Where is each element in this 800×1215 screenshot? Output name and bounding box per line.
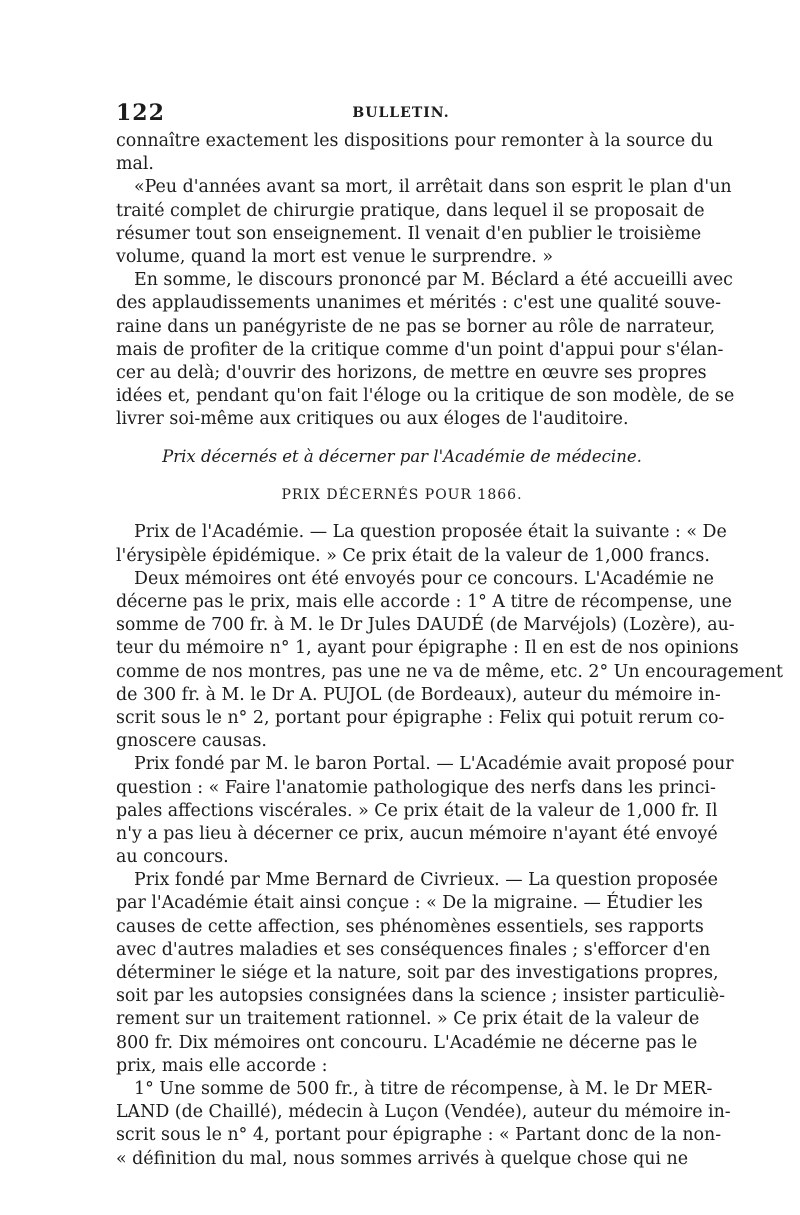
spacer xyxy=(116,469,688,483)
text-line: 800 fr. Dix mémoires ont concouru. L'Académie ne décerne pas le xyxy=(116,1032,698,1053)
text-line: n'y a pas lieu à décerner ce prix, aucun mémoire n'ayant été envoyé xyxy=(116,823,718,844)
text-line: de 300 fr. à M. le Dr A. PUJOL (de Bordeaux), auteur du mémoire in- xyxy=(116,684,721,705)
text-line: avec d'autres maladies et ses conséquences finales ; s'efforcer d'en xyxy=(116,939,711,960)
text-line: Prix de l'Académie. — La question proposée était la suivante : « De xyxy=(134,522,727,543)
text-line: pales affections viscérales. » Ce prix était de la valeur de 1,000 fr. Il xyxy=(116,800,718,821)
text-line: Deux mémoires ont été envoyés pour ce concours. L'Académie ne xyxy=(134,568,714,589)
text-line: LAND (de Chaillé), médecin à Luçon (Vendée), auteur du mémoire in- xyxy=(116,1102,731,1123)
text-line: rement sur un traitement rationnel. » Ce prix était de la valeur de xyxy=(116,1009,700,1030)
text-line: des applaudissements unanimes et mérités : c'est une qualité souve- xyxy=(116,293,721,314)
text-line: traité complet de chirurgie pratique, dans lequel il se proposait de xyxy=(116,200,705,221)
text-line: gnoscere causas. xyxy=(116,731,267,752)
text-line: Prix fondé par M. le baron Portal. — L'Académie avait proposé pour xyxy=(134,754,734,775)
text-line: somme de 700 fr. à M. le Dr Jules DAUDÉ (de Marvéjols) (Lozère), au- xyxy=(116,615,735,636)
text-line: En somme, le discours prononcé par M. Béclard a été accueilli avec xyxy=(134,270,733,291)
text-line: soit par les autopsies consignées dans la science ; insister particuliè- xyxy=(116,986,725,1007)
text-line: prix, mais elle accorde : xyxy=(116,1055,328,1076)
text-line: teur du mémoire n° 1, ayant pour épigraphe : Il en est de nos opinions xyxy=(116,638,739,659)
text-line: «Peu d'années avant sa mort, il arrêtait dans son esprit le plan d'un xyxy=(134,177,732,198)
text-line: au concours. xyxy=(116,847,229,868)
text-line: l'érysipèle épidémique. » Ce prix était de la valeur de 1,000 francs. xyxy=(116,545,710,566)
text-line: causes de cette affection, ses phénomènes essentiels, ses rapports xyxy=(116,916,704,937)
subsection-title: PRIX DÉCERNÉS POUR 1866. xyxy=(281,487,523,504)
text-line: par l'Académie était ainsi conçue : « De la migraine. — Étudier les xyxy=(116,893,703,914)
text-line: scrit sous le n° 2, portant pour épigraphe : Felix qui potuit rerum co- xyxy=(116,707,725,728)
text-line: « définition du mal, nous sommes arrivés à quelque chose qui ne xyxy=(116,1148,688,1169)
page-body xyxy=(116,130,784,1171)
section-title: Prix décernés et à décerner par l'Académie de médecine. xyxy=(162,447,642,467)
running-head: BULLETIN. xyxy=(352,105,450,121)
text-line: volume, quand la mort est venue le surprendre. » xyxy=(116,246,553,267)
text-line: déterminer le siége et la nature, soit par des investigations propres, xyxy=(116,963,719,983)
text-line: décerne pas le prix, mais elle accorde : 1° A titre de récompense, une xyxy=(116,592,732,612)
text-line: comme de nos montres, pas une ne va de même, etc. 2° Un encouragement xyxy=(116,661,784,682)
text-line: livrer soi-même aux critiques ou aux éloges de l'auditoire. xyxy=(116,409,629,430)
spacer xyxy=(116,431,688,445)
text-line: résumer tout son enseignement. Il venait d'en publier le troisième xyxy=(116,223,702,244)
text-line: raine dans un panégyriste de ne pas se borner au rôle de narrateur, xyxy=(116,316,716,337)
text-line: Prix fondé par Mme Bernard de Civrieux. — La question proposée xyxy=(134,870,718,891)
page-number: 122 xyxy=(116,100,165,126)
text-line: 1° Une somme de 500 fr., à titre de récompense, à M. le Dr MER- xyxy=(134,1078,713,1099)
text-line: scrit sous le n° 4, portant pour épigraphe : « Partant donc de la non- xyxy=(116,1125,722,1146)
spacer xyxy=(116,507,688,521)
text-line: mal. xyxy=(116,154,154,175)
text-line: cer au delà; d'ouvrir des horizons, de mettre en œuvre ses propres xyxy=(116,362,707,383)
text-line: mais de profiter de la critique comme d'un point d'appui pour s'élan- xyxy=(116,339,724,360)
text-line: connaître exactement les dispositions pour remonter à la source du xyxy=(116,131,714,151)
page-header xyxy=(116,100,686,128)
text-line: question : « Faire l'anatomie pathologique des nerfs dans les princi- xyxy=(116,777,716,798)
text-line: idées et, pendant qu'on fait l'éloge ou la critique de son modèle, de se xyxy=(116,386,735,407)
